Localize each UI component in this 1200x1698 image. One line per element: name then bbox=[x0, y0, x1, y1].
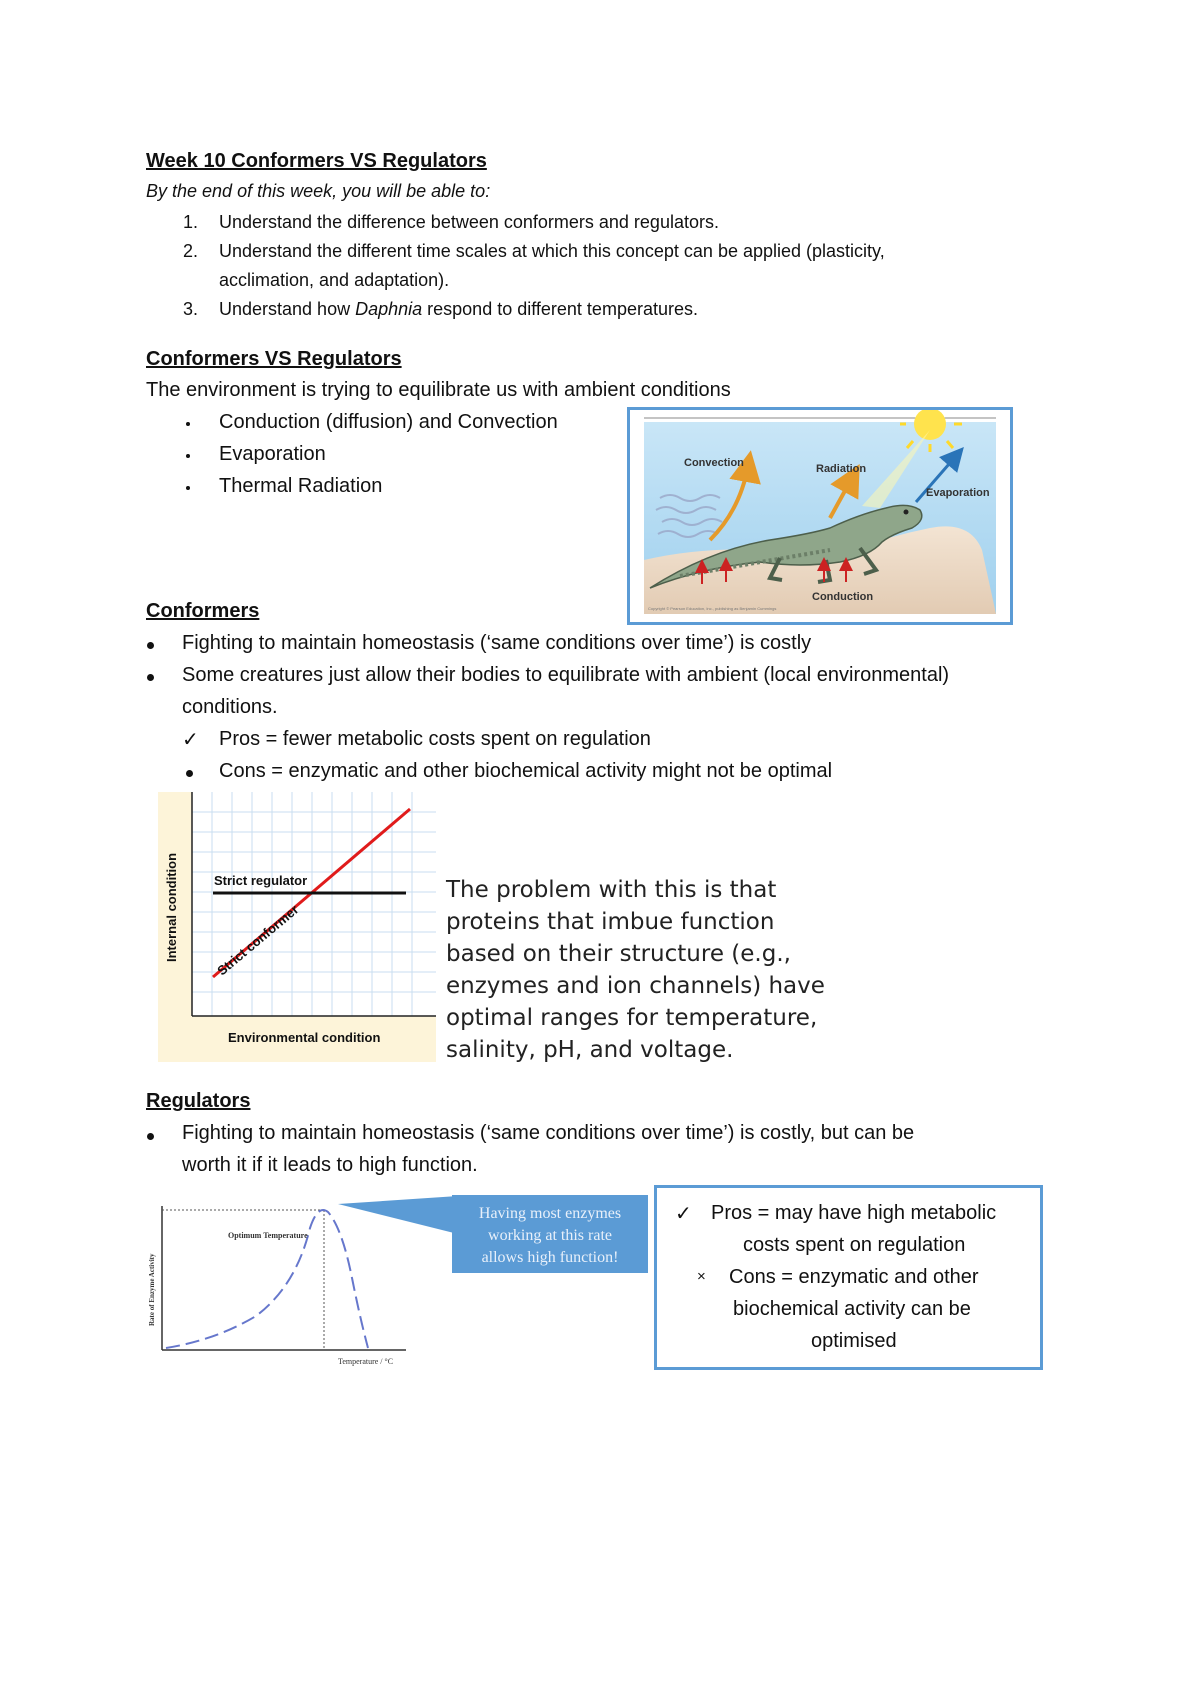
problem-line: based on their structure (e.g., bbox=[446, 941, 791, 967]
objective-text: acclimation, and adaptation). bbox=[219, 270, 450, 290]
list-item: Fighting to maintain homeostasis (‘same conditions over time’) is costly bbox=[182, 632, 812, 654]
optimum-label: Optimum Temperature bbox=[228, 1231, 308, 1240]
x-axis-label: Environmental condition bbox=[228, 1030, 381, 1045]
callout-line: working at this rate bbox=[488, 1227, 612, 1244]
problem-line: salinity, pH, and voltage. bbox=[446, 1037, 734, 1063]
callout-line: Having most enzymes bbox=[478, 1205, 622, 1222]
list-item: Fighting to maintain homeostasis (‘same conditions over time’) is costly, but can be bbox=[182, 1122, 915, 1144]
pros-text: Pros = fewer metabolic costs spent on regulation bbox=[219, 728, 651, 750]
bullet-icon bbox=[186, 770, 193, 777]
pros-line: Pros = may have high metabolic bbox=[711, 1202, 997, 1224]
list-item: Conduction (diffusion) and Convection bbox=[219, 411, 558, 433]
bullet-icon bbox=[186, 454, 190, 458]
conformer-regulator-chart bbox=[158, 792, 436, 1062]
pros-cons-box bbox=[654, 1185, 1043, 1370]
strict-conformer-label: Strict conformer bbox=[214, 901, 302, 979]
bullet-icon bbox=[147, 642, 154, 649]
problem-line: optimal ranges for temperature, bbox=[446, 1005, 818, 1031]
heat-exchange-figure bbox=[627, 407, 1013, 625]
strict-regulator-label: Strict regulator bbox=[214, 873, 308, 888]
page-title: Week 10 Conformers VS Regulators bbox=[146, 150, 487, 172]
pros-line: costs spent on regulation bbox=[743, 1234, 966, 1256]
high-function-callout bbox=[452, 1195, 648, 1273]
objective-text: Understand the different time scales at which this concept can be applied (plasticity, bbox=[219, 241, 885, 261]
callout-pointer bbox=[338, 1190, 458, 1240]
cross-icon: × bbox=[697, 1268, 706, 1285]
evaporation-label: Evaporation bbox=[926, 487, 990, 499]
objective-number: 3. bbox=[182, 299, 198, 319]
y-axis-label: Internal condition bbox=[164, 852, 179, 962]
list-item: Evaporation bbox=[219, 443, 326, 465]
objective-number: 1. bbox=[182, 212, 198, 232]
cons-text: Cons = enzymatic and other biochemical activity might not be optimal bbox=[219, 760, 833, 782]
heat-exchange-illustration bbox=[630, 410, 1010, 622]
cons-line: biochemical activity can be bbox=[733, 1298, 971, 1320]
conformers-heading: Conformers bbox=[146, 600, 260, 622]
regulators-heading: Regulators bbox=[146, 1090, 251, 1112]
list-item: worth it if it leads to high function. bbox=[182, 1154, 478, 1176]
plot-area bbox=[192, 792, 436, 1016]
objective-number: 2. bbox=[182, 241, 198, 261]
cons-line: optimised bbox=[811, 1330, 897, 1352]
radiation-label: Radiation bbox=[816, 463, 867, 475]
section-lead: The environment is trying to equilibrate us with ambient conditions bbox=[146, 379, 731, 401]
problem-line: The problem with this is that bbox=[446, 877, 777, 903]
problem-text bbox=[446, 874, 825, 1066]
list-item: Thermal Radiation bbox=[219, 475, 383, 497]
bullet-icon bbox=[186, 486, 190, 490]
problem-line: enzymes and ion channels) have bbox=[446, 973, 825, 999]
list-item: Some creatures just allow their bodies to equilibrate with ambient (local environmental) bbox=[182, 664, 950, 686]
callout-line: allows high function! bbox=[481, 1249, 619, 1266]
check-icon: ✓ bbox=[675, 1203, 692, 1225]
bullet-icon bbox=[186, 422, 190, 426]
y-axis-label: Rate of Enzyme Activity bbox=[148, 1253, 156, 1326]
objective-text: Understand how Daphnia respond to different temperatures. bbox=[219, 299, 698, 319]
x-axis-label: Temperature / °C bbox=[338, 1357, 394, 1366]
check-icon: ✓ bbox=[182, 729, 199, 751]
section-heading: Conformers VS Regulators bbox=[146, 348, 402, 370]
objective-text: Understand the difference between conformers and regulators. bbox=[219, 212, 719, 232]
cons-line: Cons = enzymatic and other bbox=[729, 1266, 979, 1288]
intro-text: By the end of this week, you will be able to: bbox=[146, 181, 491, 201]
convection-label: Convection bbox=[684, 457, 744, 469]
list-item: conditions. bbox=[182, 696, 278, 718]
bullet-icon bbox=[147, 1133, 154, 1140]
conduction-label: Conduction bbox=[812, 591, 874, 603]
figure-credit: Copyright © Pearson Education, Inc., publishing as Benjamin Cummings bbox=[648, 606, 777, 611]
problem-line: proteins that imbue function bbox=[446, 909, 775, 935]
bullet-icon bbox=[147, 674, 154, 681]
